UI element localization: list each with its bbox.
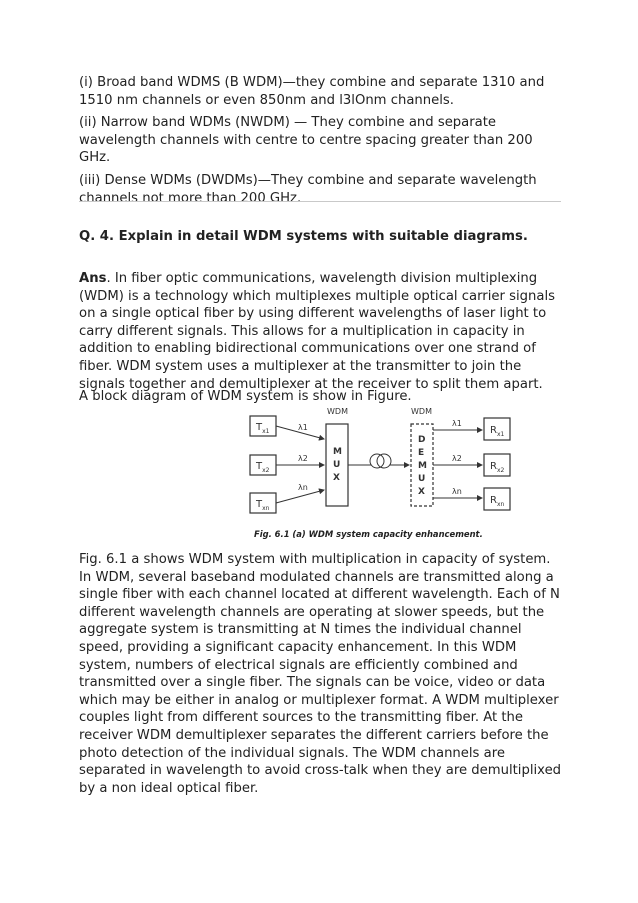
- list-item-broadband: (i) Broad band WDMS (B WDM)—they combine and separate 1310 and 1510 nm channels or even 850nm and l3lOnm channels.: [79, 75, 545, 108]
- answer-label: Ans: [79, 271, 107, 286]
- mux-title: WDM: [327, 407, 348, 416]
- figure-caption: Fig. 6.1 (a) WDM system capacity enhancement.: [254, 529, 483, 539]
- mux-letter-m: M: [333, 447, 342, 457]
- demux-letter-u: U: [418, 474, 426, 484]
- lambda-rx1: λ1: [452, 419, 462, 428]
- list-item-narrowband: (ii) Narrow band WDMs (NWDM) — They combine and separate wavelength channels with centre to centre spacing greater than 200 GHz.: [79, 115, 533, 166]
- rx1-label: $R_{x1}$: [490, 425, 505, 438]
- rx2-label: $R_{x2}$: [490, 461, 505, 474]
- lambda-tx1: λ1: [298, 423, 308, 432]
- answer-paragraph: [79, 270, 563, 393]
- mux-letter-x: X: [333, 473, 340, 483]
- demux-title: WDM: [411, 407, 432, 416]
- rxn-label: $R_{xn}$: [490, 495, 505, 508]
- answer-text: . In fiber optic communications, wavelength division multiplexing (WDM) is a technology which multiplexes multiple optical carrier signals on a single optical fiber by using different wavelengths of laser light to carry different signals. This allows for a multiplication in capacity in addition to enabling bidirectional communications over one strand of fiber. WDM system uses a multiplexer at the transmitter to join the signals together and demultiplexer at the receiver to split them apart.: [79, 271, 555, 392]
- lambda-txn: λn: [298, 483, 308, 492]
- demux-letter-x: X: [418, 487, 425, 497]
- list-item-dense: (iii) Dense WDMs (DWDMs)—They combine and separate wavelength channels not more than 200 GHz.: [79, 172, 537, 206]
- figure-intro: A block diagram of WDM system is show in Figure.: [79, 389, 412, 404]
- tx1-label: $T_{x1}$: [256, 422, 270, 435]
- demux-letter-d: D: [418, 435, 426, 445]
- lambda-tx2: λ2: [298, 454, 308, 463]
- wdm-block-diagram: [228, 406, 518, 546]
- demux-letter-m: M: [418, 461, 427, 471]
- demux-letter-e: E: [418, 448, 425, 458]
- mux-letter-u: U: [333, 460, 341, 470]
- wdm-diagram-svg: [228, 406, 518, 546]
- wdm-types-list: [79, 74, 563, 212]
- question-heading: Q. 4. Explain in detail WDM systems with suitable diagrams.: [79, 229, 528, 244]
- tx2-label: $T_{x2}$: [256, 461, 270, 474]
- lambda-rx2: λ2: [452, 454, 462, 463]
- explanation-paragraph: Fig. 6.1 a shows WDM system with multiplication in capacity of system. In WDM, several baseband modulated channels are transmitted along a single fiber with each channel located at different wavelength. Each of N different wavelength channels are operating at slower speeds, but the aggregate system is transmitting at N times the individual channel speed, providing a significant capacity enhancement. In this WDM system, numbers of electrical signals are efficiently combined and transmitted over a single fiber. The signals can be voice, video or data which may be either in analog or multiplexer format. A WDM multiplexer couples light from different sources to the transmitting fiber. At the receiver WDM demultiplexer separates the different carriers before the photo detection of the individual signals. The WDM channels are separated in wavelength to avoid cross-talk when they are demultiplixed by a non ideal optical fiber.: [79, 552, 562, 796]
- section-divider: [79, 201, 561, 202]
- lambda-rxn: λn: [452, 487, 462, 496]
- txn-label: $T_{xn}$: [256, 499, 270, 512]
